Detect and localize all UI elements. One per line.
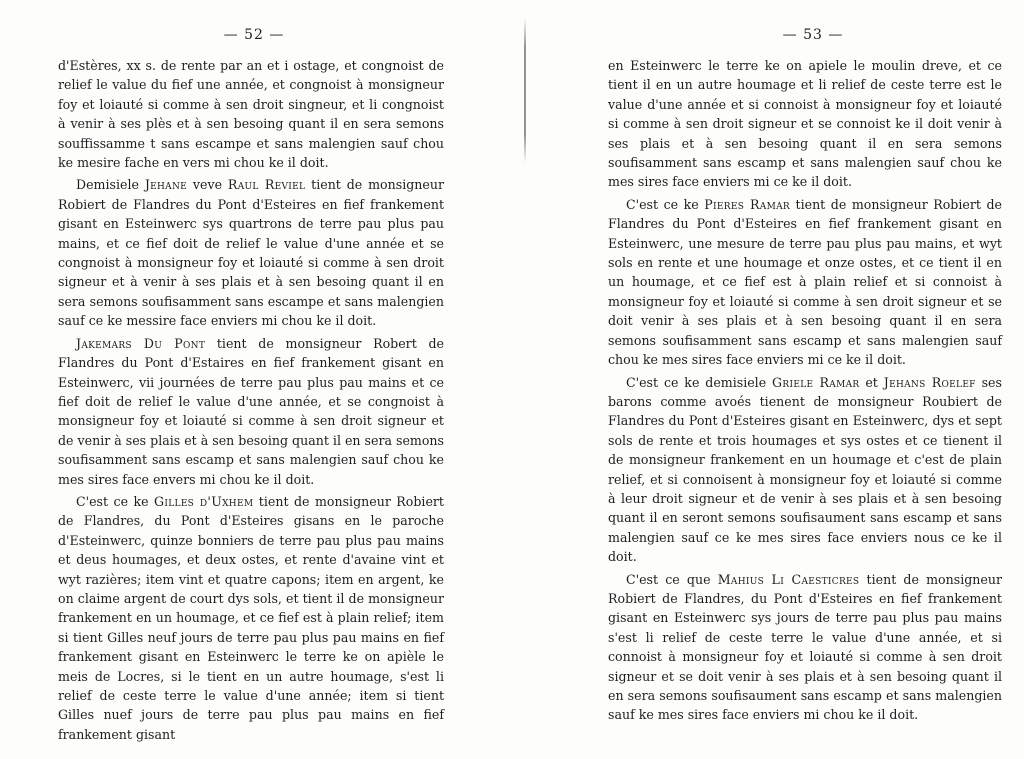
person-name: Mahius Li Caesticres <box>717 571 860 587</box>
paragraph: Demisiele Jehane veve Raul Reviel tient de monsigneur Robiert de Flandres du Pont d'Esteires en fief frankement gisant en Esteinwerc sys quartrons de terre pau plus pau mains, et ce fief doit de relief le value d'une année et se congnoist à monsigneur foy et loiauté si comme à sen droit signeur et à venir à ses plais et à sen besoing quant il en sera semons soufisamment sans escampe et sans malengien sauf ce ke messire face enviers mi chou ke il doit. <box>58 177 444 329</box>
person-name: Jakemars Du Pont <box>76 335 206 351</box>
paragraph: C'est ce ke Pieres Ramar tient de monsigneur Robiert de Flandres du Pont d'Esteires en fief frankement gisant en Esteinwerc, une mesure de terre pau plus pau mains, et wyt sols en rente et une houmage et onze ostes, et ce tient il en un houmage, et ce fief est à plain relief et si connoist à monsigneur foy et loiauté si comme à sen droit signeur et se doit venir à ses plais et à sen besoing quant il en sera semons soufisamment sans escamp et sans malengien sauf chou ke mes sires face enviers mi ce ke il doit. <box>608 196 1002 368</box>
person-name: Raul Reviel <box>227 177 306 193</box>
person-name: Gilles d'Uxhem <box>154 493 254 509</box>
left-page-body <box>58 56 444 744</box>
person-name: Jehans Roelef <box>883 374 976 390</box>
page-number-right: — 53 — <box>782 27 844 43</box>
paragraph: d'Estères, xx s. de rente par an et i ostage, et congnoist de relief le value du fief une année, et congnoist à monsigneur foy et loiauté si comme à sen droit singneur, et li congnoist à venir à ses plès et à sen besoing quant il en sera semons souffissamme t sans escampe et sans malengien sauf chou ke mesire fache en vers mi chou ke il doit. <box>58 58 444 171</box>
page-number-left: — 52 — <box>223 27 285 43</box>
right-page <box>512 0 1024 759</box>
person-name: Jehane <box>144 177 188 193</box>
person-name: Griele Ramar <box>772 374 860 390</box>
paragraph: C'est ce que Mahius Li Caesticres tient de monsigneur Robiert de Flandres, du Pont d'Esteires en fief frankement gisant en Esteinwerc sys jours de terre pau plus pau mains s'est li relief de ceste terre le value d'une année, et si connoist à monsigneur foy et loiauté si comme à sen droit signeur et se doit venir à ses plais et à sen besoing quant il en sera semons soufisaument sans escamp et sans malengien sauf ke mes sires face enviers mi chou ke il doit. <box>608 571 1002 723</box>
right-page-body <box>608 56 1002 725</box>
paragraph: C'est ce ke Gilles d'Uxhem tient de monsigneur Robiert de Flandres, du Pont d'Esteires gisans en le paroche d'Esteinwerc, quinze bonniers de terre pau plus pau mains et deus houmages, et deux ostes, et rente d'avaine vint et wyt razières; item vint et quatre capons; item en argent, ke on claime argent de court dys sols, et tient il de monsigneur frankement en un houmage, et ce fief est à plain relief; item si tient Gilles neuf jours de terre pau plus pau mains en fief frankement gisant en Esteinwerc le terre ke on apièle le meis de Locres, si le tient en un autre houmage, s'est li relief de ceste terre le value d'une année; item si tient Gilles nuef jours de terre pau plus pau mains en fief frankement gisant <box>58 493 444 742</box>
paragraph: Jakemars Du Pont tient de monsigneur Robert de Flandres du Pont d'Estaires en fief frankement gisant en Esteinwerc, vii journées de terre pau plus pau mains et ce fief doit de relief le value d'une année, et se congnoist à monsigneur foy et loiauté si comme à sen droit signeur et de venir à ses plais et à sen besoing quant il en sera semons soufisamment sans escamp et sans malengien sauf chou ke mes sires face envers mi chou ke il doit. <box>58 335 444 487</box>
paragraph: en Esteinwerc le terre ke on apiele le moulin dreve, et ce tient il en un autre houmage et li relief de ceste terre est le value d'une année et si connoist à monsigneur foy et loiauté si comme à sen droit signeur et se connoist ke il doit venir à ses plais et à sen besoing quant il en sera semons soufisamment sans escamp et sans malengien sauf chou ke mes sires face enviers mi ce ke il doit. <box>608 58 1002 190</box>
paragraph: C'est ce ke demisiele Griele Ramar et Jehans Roelef ses barons comme avoés tienent de monsigneur Roubiert de Flandres du Pont d'Esteires gisant en Esteinwerc, dys et sept sols de rente et trois houmages et sys ostes et ce tienent il de monsigneur frankement en un houmage et c'est de plain relief, et si connoisent à monsigneur foy et loiauté si comme à leur droit signeur et de venir à ses plais et à sen besoing quant il en seront semons soufisaument sans escamp et sans malengien sauf ce ke mes sires face enviers nous ce ke il doit. <box>608 374 1002 565</box>
person-name: Pieres Ramar <box>704 196 790 212</box>
